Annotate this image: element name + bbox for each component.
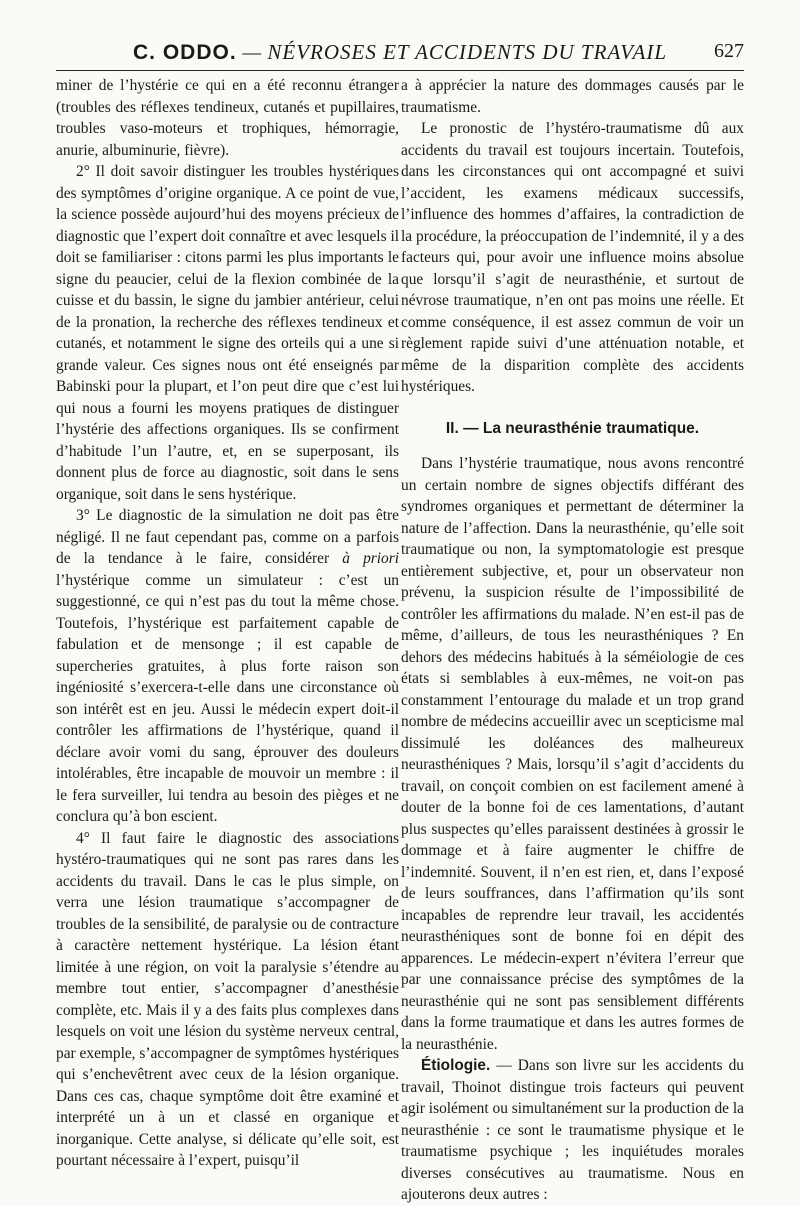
paragraph-continued: miner de l’hystérie ce qui en a été reconnu étranger (troubles des réflexes tendineux, cutanés et pupillaires, troubles vaso-moteurs et trophiques, hémorragie, anurie, albuminurie, fièvre). bbox=[56, 77, 399, 159]
header-author: C. ODDO. bbox=[133, 41, 237, 64]
paragraph-continued-right: a à apprécier la nature des dommages causés par le traumatisme. bbox=[401, 77, 744, 116]
section-heading: II. — La neurasthénie traumatique. bbox=[445, 419, 700, 437]
etiology-run-in-heading: Étiologie. bbox=[421, 1057, 491, 1074]
paragraph-point-2: 2° Il doit savoir distinguer les troubles hystériques des symptômes d’origine organique. A ce point de vue, la science possède aujourd’hui des moyens précieux de diagnostic que l’expert doit connaître et avec lesquels il doit se familiariser : citons parmi les plus importants le signe du peaucier, celui de la flexion combinée de la cuisse et du bassin, le signe du jambier antérieur, celui de la pronation, la recherche des réflexes tendineux et cutanés, et notamment le signe des orteils qui a une si grande valeur. Ces signes nous ont été enseignés par Babinski pour la plupart, et l’on peut dire que c’est lui qui nous a fourni les moyens pratiques de distinguer l’hystérie des affections organiques. Ils se confirment d’habitude l’un l’autre, et, en se superposant, ils donnent plus de force au diagnostic, soit dans le sens organique, soit dans le sens hystérique. bbox=[56, 163, 399, 503]
paragraph-point-3-text-b: l’hystérique comme un simulateur : c’est un suggestionné, ce qui n’est pas du tout la même chose. Toutefois, l’hystérique est parfaitement capable de fabulation et de mensonge ; il est capable de supercheries gratuites, à plus forte raison son ingéniosité s’exercera-t-elle dans une circonstance où son intérêt est en jeu. Aussi le médecin expert doit-il contrôler les affirmations de l’hystérique, quand il déclare avoir vomi du sang, éprouver des douleurs intolérables, être incapable de mouvoir un membre : il le fera surveiller, lui tendra au besoin des pièges et ne conclura qu’à bon escient. bbox=[56, 571, 399, 825]
paragraph-etiology bbox=[401, 1055, 744, 1206]
header-separator: — bbox=[242, 40, 262, 64]
etiology-text: — Dans son livre sur les accidents du travail, Thoinot distingue trois facteurs qui peuvent agir isolément ou simultanément sur la production de la neurasthénie : ce sont le traumatisme physique et le traumatisme psychique ; les inquiétudes morales diverses consécutives au traumatisme. Nous en ajouterons deux autres : bbox=[401, 1057, 744, 1203]
running-header bbox=[56, 40, 744, 71]
paragraph-prognosis: Le pronostic de l’hystéro-traumatisme dû aux accidents du travail est toujours incertain. Toutefois, dans les circonstances qui ont accompagné et suivi l’accident, les examens médicaux successifs, l’influence des hommes d’affaires, la contradiction de la procédure, la préoccupation de l’indemnité, il y a des facteurs qui, pour avoir une influence moins absolue que lorsqu’il s’agit de neurasthénie, et surtout de névrose traumatique, n’en ont pas moins une réelle. Et comme conséquence, il est assez commun de voir un règlement rapide suivi d’une atténuation notable, et même de la disparition complète des accidents hystériques. bbox=[401, 120, 744, 395]
paragraph-neurasthenia: Dans l’hystérie traumatique, nous avons rencontré un certain nombre de signes objectifs différant des syndromes organiques et permettant de déterminer la nature de l’affection. Dans la neurasthénie, qu’elle soit traumatique ou non, la symptomatologie est presque entièrement subjective, et, pour un observateur non prévenu, la suspicion résulte de l’impossibilité de contrôler les affirmations du malade. N’en est-il pas de même, d’ailleurs, de tous les neurasthéniques ? En dehors des médecins habitués à la séméiologie de ces états si semblables à eux-mêmes, ne voit-on pas constamment l’entourage du malade et un trop grand nombre de médecins accueillir avec un scepticisme mal dissimulé les doléances des malheureux neurasthéniques ? Mais, lorsqu’il s’agit d’accidents du travail, on conçoit combien on est facilement amené à douter de la bonne foi de ces lamentations, d’autant plus suspectes qu’elles paraissent destinées à grossir le dommage et à faire augmenter le chiffre de l’indemnité. Souvent, il n’en est rien, et, dans l’exposé de leurs souffrances, dans l’affirmation qu’ils sont incapables de reprendre leur travail, les accidentés neurasthéniques sont de bonne foi en dépit des apparences. Le médecin-expert n’évitera l’erreur que par une connaissance précise des symptômes de la neurasthénie qui ne sont pas sensiblement différents dans la forme traumatique et dans les autres formes de la neurasthénie. bbox=[401, 455, 744, 1053]
right-column bbox=[401, 75, 744, 1206]
paragraph-point-3 bbox=[56, 505, 399, 828]
header-work-title: NÉVROSES ET ACCIDENTS DU TRAVAIL bbox=[267, 40, 667, 64]
header-title bbox=[56, 40, 744, 65]
page-number: 627 bbox=[714, 40, 744, 62]
paragraph-point-3-italic: à priori bbox=[342, 550, 400, 567]
paragraph-point-4: 4° Il faut faire le diagnostic des associations hystéro-traumatiques qui ne sont pas rares dans les accidents du travail. Dans le cas le plus simple, on verra une lésion traumatique s’accompagner de troubles de la sensibilité, de paralysie ou de contracture à caractère nettement hystérique. La lésion étant limitée à une région, on voit la paralysie s’étendre au membre tout entier, s’accompagner d’anesthésie complète, etc. Mais il y a des faits plus complexes dans lesquels on voit une lésion du système nerveux central, par exemple, s’accompagner de symptômes hystériques qui s’enchevêtrent avec ceux de la lésion organique. Dans ces cas, chaque symptôme doit être examiné et interprété un à un et classé en organique et inorganique. Cette analyse, si délicate qu’elle soit, est pourtant nécessaire à l’expert, puisqu’il bbox=[56, 829, 399, 1169]
left-column bbox=[56, 75, 399, 1172]
paragraph-point-3-text-a: 3° Le diagnostic de la simulation ne doit pas être négligé. Il ne faut cependant pas, comme on a parfois de la tendance à le faire, considérer bbox=[56, 507, 399, 567]
